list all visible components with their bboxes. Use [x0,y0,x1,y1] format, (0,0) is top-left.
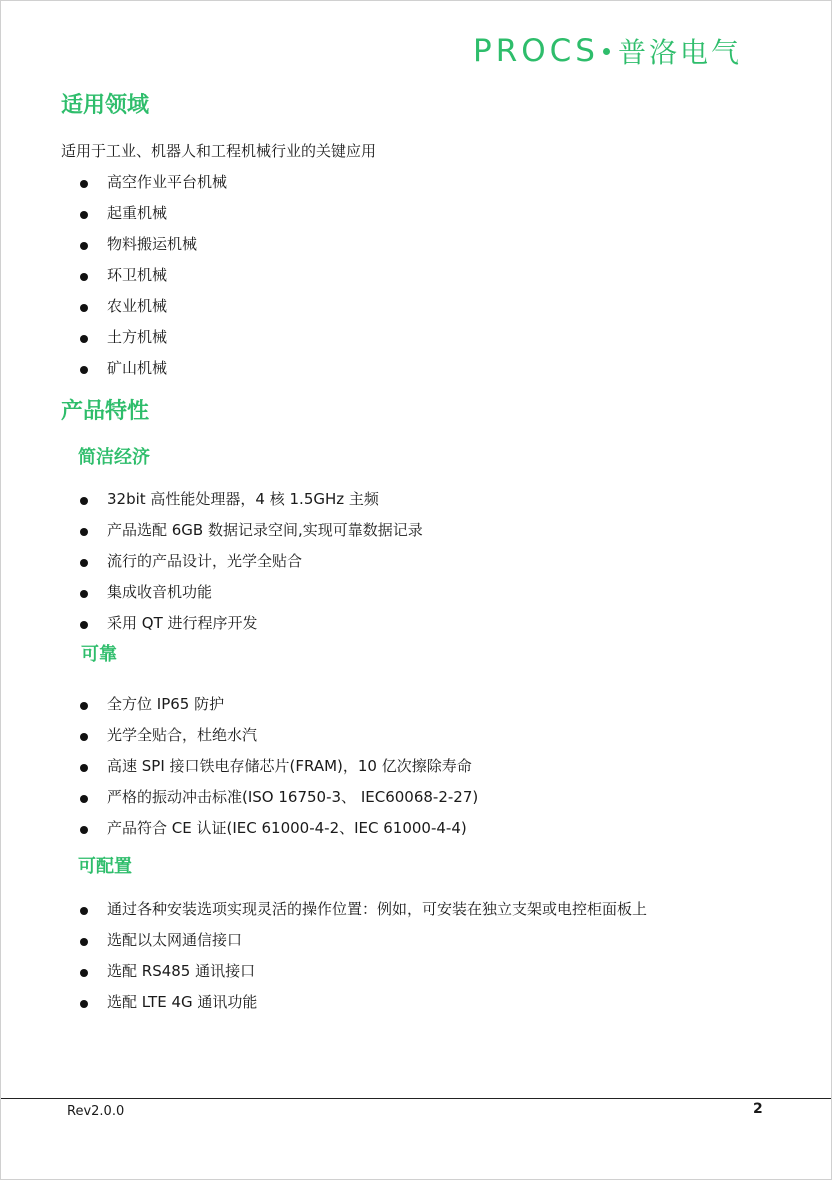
configurable-list [1,902,647,1026]
applications-intro: 适用于工业、机器人和工程机械行业的关键应用 [61,142,377,160]
list-item: 产品符合 CE 认证(IEC 61000-4-2、IEC 61000-4-4) [1,821,478,852]
list-item: 集成收音机功能 [1,585,423,616]
list-item: 土方机械 [1,330,227,361]
bullet-icon [80,366,88,374]
bullet-icon [80,621,88,629]
list-item: 高空作业平台机械 [1,175,227,206]
list-item: 矿山机械 [1,361,227,392]
list-item: 环卫机械 [1,268,227,299]
list-item: 选配 RS485 通讯接口 [1,964,647,995]
bullet-icon [80,907,88,915]
revision-label: Rev2.0.0 [67,1104,125,1119]
applications-list [1,175,227,392]
bullet-icon [80,1000,88,1008]
bullet-icon [80,335,88,343]
list-item: 农业机械 [1,299,227,330]
applications-heading: 适用领域 [61,93,150,118]
page-number: 2 [753,1101,763,1117]
brand-logo [473,31,742,71]
list-item: 光学全贴合，杜绝水汽 [1,728,478,759]
list-item: 32bit 高性能处理器，4 核 1.5GHz 主频 [1,492,423,523]
list-item: 起重机械 [1,206,227,237]
bullet-icon [80,938,88,946]
list-item: 选配以太网通信接口 [1,933,647,964]
bullet-icon [80,304,88,312]
bullet-icon [80,969,88,977]
logo-cn-text: 普洛电气 [617,36,742,69]
bullet-icon [80,528,88,536]
bullet-icon [80,242,88,250]
bullet-icon [80,590,88,598]
economy-list [1,492,423,647]
bullet-icon [80,826,88,834]
logo-dot-icon [603,48,610,55]
features-heading: 产品特性 [61,399,150,424]
section-heading-reliable: 可靠 [81,644,117,665]
bullet-icon [80,559,88,567]
footer-divider [1,1098,832,1099]
bullet-icon [80,733,88,741]
bullet-icon [80,180,88,188]
list-item: 高速 SPI 接口铁电存储芯片(FRAM)，10 亿次擦除寿命 [1,759,478,790]
list-item: 流行的产品设计，光学全贴合 [1,554,423,585]
reliable-list [1,697,478,852]
logo-latin-text: PROCS [473,33,599,69]
bullet-icon [80,211,88,219]
list-item: 选配 LTE 4G 通讯功能 [1,995,647,1026]
bullet-icon [80,702,88,710]
list-item: 产品选配 6GB 数据记录空间,实现可靠数据记录 [1,523,423,554]
list-item: 物料搬运机械 [1,237,227,268]
section-heading-configurable: 可配置 [78,856,132,877]
list-item: 全方位 IP65 防护 [1,697,478,728]
bullet-icon [80,273,88,281]
bullet-icon [80,764,88,772]
bullet-icon [80,497,88,505]
bullet-icon [80,795,88,803]
list-item: 严格的振动冲击标准(ISO 16750-3、 IEC60068-2-27) [1,790,478,821]
section-heading-economy: 简洁经济 [78,447,150,468]
list-item: 通过各种安装选项实现灵活的操作位置：例如，可安装在独立支架或电控柜面板上 [1,902,647,933]
list-item: 采用 QT 进行程序开发 [1,616,423,647]
